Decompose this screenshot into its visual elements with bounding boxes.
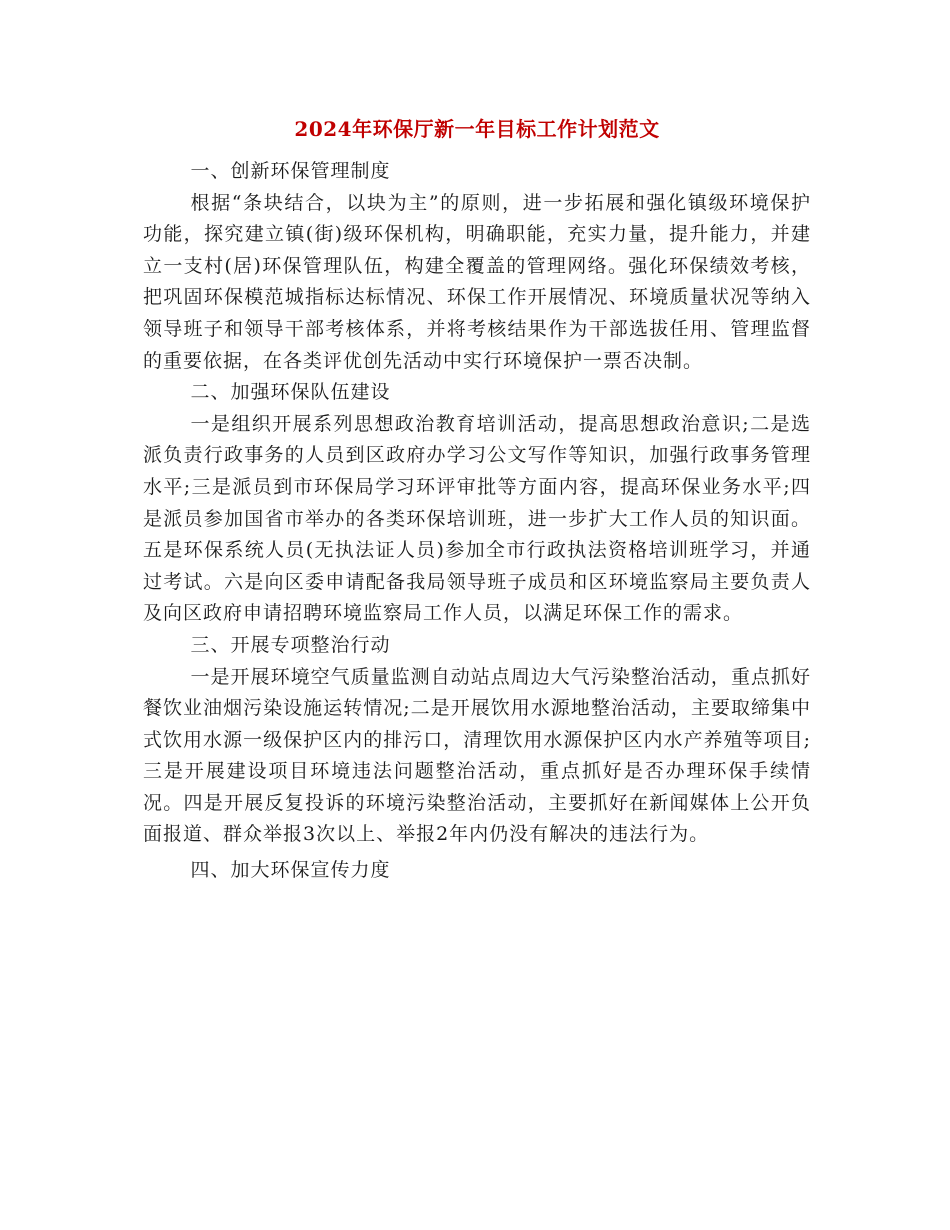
section-body-1: 根据“条块结合，以块为主”的原则，进一步拓展和强化镇级环境保护功能，探究建立镇(街)级环保机构，明确职能，充实力量，提升能力，并建立一支村(居)环保管理队伍，构建全覆盖的管理网络。强化环保绩效考核，把巩固环保模范城指标达标情况、环保工作开展情况、环境质量状况等纳入领导班子和领导干部考核体系，并将考核结果作为干部选拔任用、管理监督的重要依据，在各类评优创先活动中实行环境保护一票否决制。 xyxy=(143,191,811,372)
section-body-3: 一是开展环境空气质量监测自动站点周边大气污染整治活动，重点抓好餐饮业油烟污染设施运转情况;二是开展饮用水源地整治活动，主要取缔集中式饮用水源一级保护区内的排污口，清理饮用水源保护区内水产养殖等项目;三是开展建设项目环境违法问题整治活动，重点抓好是否办理环保手续情况。四是开展反复投诉的环境污染整治活动，主要抓好在新闻媒体上公开负面报道、群众举报3次以上、举报2年内仍没有解决的违法行为。 xyxy=(143,665,811,846)
document-page xyxy=(143,112,811,887)
section-heading-1: 一、创新环保管理制度 xyxy=(190,160,391,182)
section-heading-2: 二、加强环保队伍建设 xyxy=(190,381,391,404)
section-body-2: 一是组织开展系列思想政治教育培训活动，提高思想政治意识;二是选派负责行政事务的人员到区政府办学习公文写作等知识，加强行政事务管理水平;三是派员到市环保局学习环评审批等方面内容，提高环保业务水平;四是派员参加国省市举办的各类环保培训班，进一步扩大工作人员的知识面。五是环保系统人员(无执法证人员)参加全市行政执法资格培训班学习，并通过考试。六是向区委申请配备我局领导班子成员和区环境监察局主要负责人及向区政府申请招聘环境监察局工作人员，以满足环保工作的需求。 xyxy=(143,412,811,625)
section-heading-3: 三、开展专项整治行动 xyxy=(190,633,391,656)
section-heading-4: 四、加大环保宣传力度 xyxy=(190,859,391,882)
document-title: 2024年环保厅新一年目标工作计划范文 xyxy=(294,117,660,141)
